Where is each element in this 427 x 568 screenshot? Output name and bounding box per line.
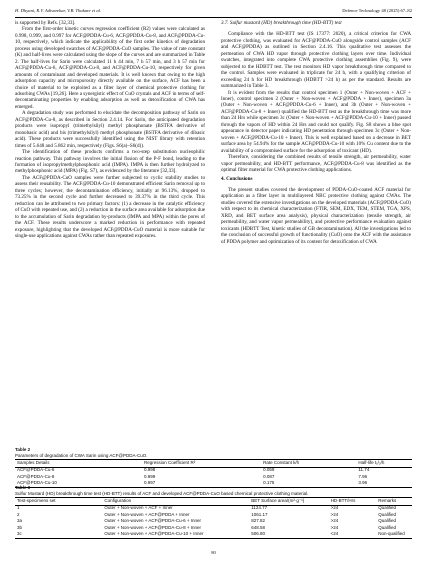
- table-2: [15, 447, 412, 488]
- table-cell: 3b: [17, 524, 23, 530]
- table-header-cell: Rate Constant k/h: [263, 459, 300, 465]
- table-header-cell: Samples Details: [17, 459, 50, 465]
- table-3-caption: Sulfur Mustard (HD) breakthrough time test (HD-BTT) results of ACF and developed ACF@PDDA-CuO based chemical protective clothing material.: [15, 490, 309, 496]
- table-3-label: Table 3: [15, 485, 31, 490]
- section-title-hd-btt: 3.7. Sulfur mustard (HD) breakthrough time (HD-BTT) test: [221, 20, 342, 26]
- table-cell: 7.96: [358, 473, 368, 479]
- table-cell: 3.96: [358, 480, 368, 486]
- left-paragraph: From the first-order kinetic curves regression coefficient (R2) values were calculated as 0.998, 0.999, and 0.997 for ACF@PDDA-Cu-6, ACF@PDDA-Cu-8, and ACF@PDDA-Cu-10, respectively, which indicate the applicability of the first order kinetics of degradation process using developed swatches of ACF@PDDA-CuO samples. The value of rate constant (K) and half-lives were calculated using the slope of the curves and are summarized in Table 2. The half-lives for Sarin were calculated 11 h 44 min, 7 h 57 min, and 3 h 57 min for ACF@PDDA-Cu-6, ACF@PDDA-Cu-8, and ACF@PDDA-Cu-10, respectively for given amounts of contaminant and developed materials. It is well known that owing to the high adsorption capacity and microporosity directly available on the surface, ACF has been a choice of material to be exploited as a filter layer of chemical protective clothing for adsorbing CWAs [19,26]. Here a synergistic effect of CuO crystals and ACF in terms of self-decontaminating properties by enabling adsorption as well as detoxification of CWA has emerged.: [15, 26, 205, 110]
- table-2-caption: Parameters of degradation of CWA Sarin using ACF@PDDA-CuO.: [15, 452, 148, 458]
- running-header: [15, 8, 412, 16]
- table-3-caption-block: [15, 485, 412, 496]
- table-2-header-row: [15, 460, 412, 468]
- table-2-label: Table 2: [15, 447, 31, 452]
- table-cell: 0.999: [144, 473, 156, 479]
- table-header-cell: Test-specimens set: [17, 497, 56, 503]
- table-3: [15, 485, 412, 539]
- table-header-cell: BET Surface area/(m²·g⁻¹): [251, 497, 305, 503]
- table-3-body: [15, 505, 412, 539]
- left-paragraph: is supported by Refs. [32,33].: [15, 20, 76, 26]
- table-cell: 0.998: [144, 467, 156, 473]
- table-header-cell: Configuration: [104, 497, 132, 503]
- conclusions-title: 4. Conclusions: [221, 176, 253, 183]
- right-column: [221, 20, 411, 245]
- table-row: [15, 532, 412, 539]
- table-cell: >24: [330, 524, 339, 530]
- table-cell: Outer + Non-woven + ACF@PDDA-Cu-10 + Inner: [104, 531, 204, 537]
- table-cell: 2: [17, 511, 20, 517]
- table-cell: Qualified: [378, 511, 396, 517]
- table-cell: >24: [330, 511, 339, 517]
- table-cell: Outer + Non-woven + ACF@PDDA-Cu-6 + Inner: [104, 518, 202, 524]
- table-2-caption-block: [15, 447, 412, 458]
- header-authors: H. Dhyani, R.V. Adivarekar, V.B. Thakare et al.: [15, 8, 102, 13]
- table-header-cell: Regression Coefficient R²: [144, 459, 196, 465]
- table-cell: 0.997: [144, 480, 156, 486]
- table-cell: ACF@PDDA-Cu-6: [17, 467, 55, 473]
- table-cell: Outer + Non-woven + ACF + Inner: [104, 505, 173, 511]
- table-header-cell: Remarks: [378, 497, 397, 503]
- hd-btt-paragraphs: [221, 31, 411, 173]
- table-2-grid: [15, 459, 412, 488]
- table-cell: 3a: [17, 518, 23, 524]
- table-cell: ACF@PDDA-Cu-8: [17, 473, 55, 479]
- table-cell: 3c: [17, 531, 22, 537]
- table-cell: 0.087: [263, 473, 275, 479]
- table-cell: 1124.77: [251, 505, 268, 511]
- table-cell: Qualified: [378, 524, 396, 530]
- table-cell: <24: [330, 531, 339, 537]
- hd-btt-paragraph: It is evident from the results that control specimen 1 (Outer + Non-woven + ACF + Inner), control specimen 2 (Outer + Non-woven + ACF@PDDA + Inner), specimen 3a (Outer + Non-woven + ACF@PDDA-Cu-6 + Inner), and 3b (Outer + Non-woven + ACF@PDDA-Cu-8 + Inner) qualified the HD-BTT test as the breakthrough time was more than 24 Hrs while specimen 3c (Outer + Non-woven + ACF@PDDA-Cu-10 + Inner) passed through the vapors of HD within 24 Hrs and could not qualify. Fig. S8 shows a blue spot appearance in detector paper indicating HD penetration through specimen 3c (Outer + Non-woven + ACF@PDDA-Cu-10 + Inner). This is well explained based on a decrease in BET surface area by 54.94% for the sample ACF@PDDA-Cu-10 with 10% Cu content due to the availability of a compromised surface for the adsorption of toxicant (HD).: [221, 89, 411, 154]
- hd-btt-paragraph: Compliance with the HD-BTT test (IS 17377: 2020), a critical criterion for CWA protective clothing, was evaluated for ACF@PDDA-CuO alongside control samples (ACF and ACF@PDDA) as outlined in Section 2.4.16. This qualitative test assesses the permeation of CWA HD vapor through protective clothing layers over time. Individual swatches, integrated into complete CWA protective clothing assemblies (Fig. 9), were subjected to the HDBTT test. The test monitors HD vapor breakthrough time compared to the control. Samples were evaluated in triplicate for 24 h, with a qualifying criterion of exceeding 24 h for HD breakthrough (HDBTT >24 h) as per the standard. Results are summarized in Table 3.: [221, 31, 411, 90]
- table-cell: Outer + Non-woven + ACF@PDDA-Cu-8 + Inner: [104, 524, 202, 530]
- left-paragraph: The ACF@PDDA-CuO samples were further subjected to cyclic stability studies to assess their reusability. The ACF@PDDA-Cu-10 demonstrated efficient Sarin removal up to three cycles; however, the decontamination efficiency, initially at 96.13%, dropped to 73.25% in the second cycle and further decreased to 39.37% in the third cycle. This reduction can be attributed to two primary factors: (1) a decrease in the catalytic efficiency of CuO with repeated use, and (2) a reduction in the surface area available for adsorption due to the accumulation of Sarin degradation by-products (IMPA and MPA) within the pores of the ACF. These results underscore a marked reduction in performance with repeated exposure, highlighting that the developed ACF@PDDA-CuO material is more suitable for single-use applications against CWAs rather than repeated exposures.: [15, 174, 205, 239]
- table-cell: >24: [330, 505, 339, 511]
- table-header-cell: Half-life t₁/₂/h: [358, 459, 385, 465]
- table-cell: >24: [330, 518, 339, 524]
- conclusions-paragraph: The present studies covered the development of PDDA-CuO-coated ACF material for application as a filter layer in multilayered NBC protective clothing against CWAs. The studies covered the extensive investigations on the developed materials (ACF@PDDA-CuO) with respect to its chemical characterization (FTIR, SEM, EDX, TEM, STEM, TGA, XPS, XRD, and BET surface area analysis), physical characterization (tensile strength, air permeability, and water vapor permeability), and protective performance evaluation against toxicants (HDBTT Test, kinetic studies of GB decontamination). All the investigations led to the conclusion of successful growth of functionality (CuO) onto the ACF with the assistance of PDDA polymer and optimization of its content for detoxification of CWA: [221, 186, 411, 245]
- table-cell: Qualified: [378, 505, 396, 511]
- header-rule: [15, 17, 412, 18]
- table-header-cell: HD-BTT/Hrs: [330, 497, 356, 503]
- table-cell: 1: [17, 505, 20, 511]
- left-paragraph: A degradation study was performed to elucidate the decomposition pathway of Sarin on ACF@PDDA-Cu-8, as described in Section 2.4.14. For Sarin, the anticipated degradation products were isopropyl (trimethylsilyl) methyl phosphonate (BSTFA derivative of monobasic acid) and bis (trimethylsilyl) methyl phosphonate (BSTFA derivative of dibasic acid). These products were successfully identified using the NIST library with retention times of 5.648 and 5.862 min, respectively (Figs. S6(a)–S6(d)).: [15, 110, 205, 149]
- hd-btt-paragraph: Therefore, considering the combined results of tensile strength, air permeability, water vapor permeability, and HD-BTT performance, ACF@PDDA-Cu-8 was identified as the optimal filter material for CWA protective clothing applications.: [221, 154, 411, 173]
- table-cell: 11.74: [358, 467, 370, 473]
- table-cell: Qualified: [378, 518, 396, 524]
- table-row: [15, 467, 412, 474]
- table-cell: 1061.17: [251, 511, 268, 517]
- table-cell: 0.059: [263, 467, 275, 473]
- page-number: 80: [211, 550, 216, 555]
- table-row: [15, 505, 412, 512]
- left-paragraph: The identification of these products confirms a two-step substitution nucleophilic reaction pathway. This pathway involves the initial fission of the P-F bond, leading to the formation of isopropylmethylphosphonic acid (IMPA). IMPA is then further hydrolyzed to methylphosphonic acid (MPA) (Fig. S7), as evidenced by the literature [32,33].: [15, 149, 205, 175]
- table-cell: Non-qualified: [378, 531, 405, 537]
- table-cell: Outer + Non-woven + ACF@PDDA + Inner: [104, 511, 190, 517]
- header-journal: Defence Technology 48 (2025) 67–82: [342, 8, 412, 13]
- table-cell: 0.175: [263, 480, 275, 486]
- left-column: [15, 20, 205, 239]
- table-3-header-row: [15, 498, 412, 506]
- table-cell: ACF@PDDA-Cu-10: [17, 480, 57, 486]
- table-cell: 506.80: [251, 531, 265, 537]
- table-cell: 648.58: [251, 524, 265, 530]
- table-3-grid: [15, 497, 412, 539]
- table-cell: 827.82: [251, 518, 265, 524]
